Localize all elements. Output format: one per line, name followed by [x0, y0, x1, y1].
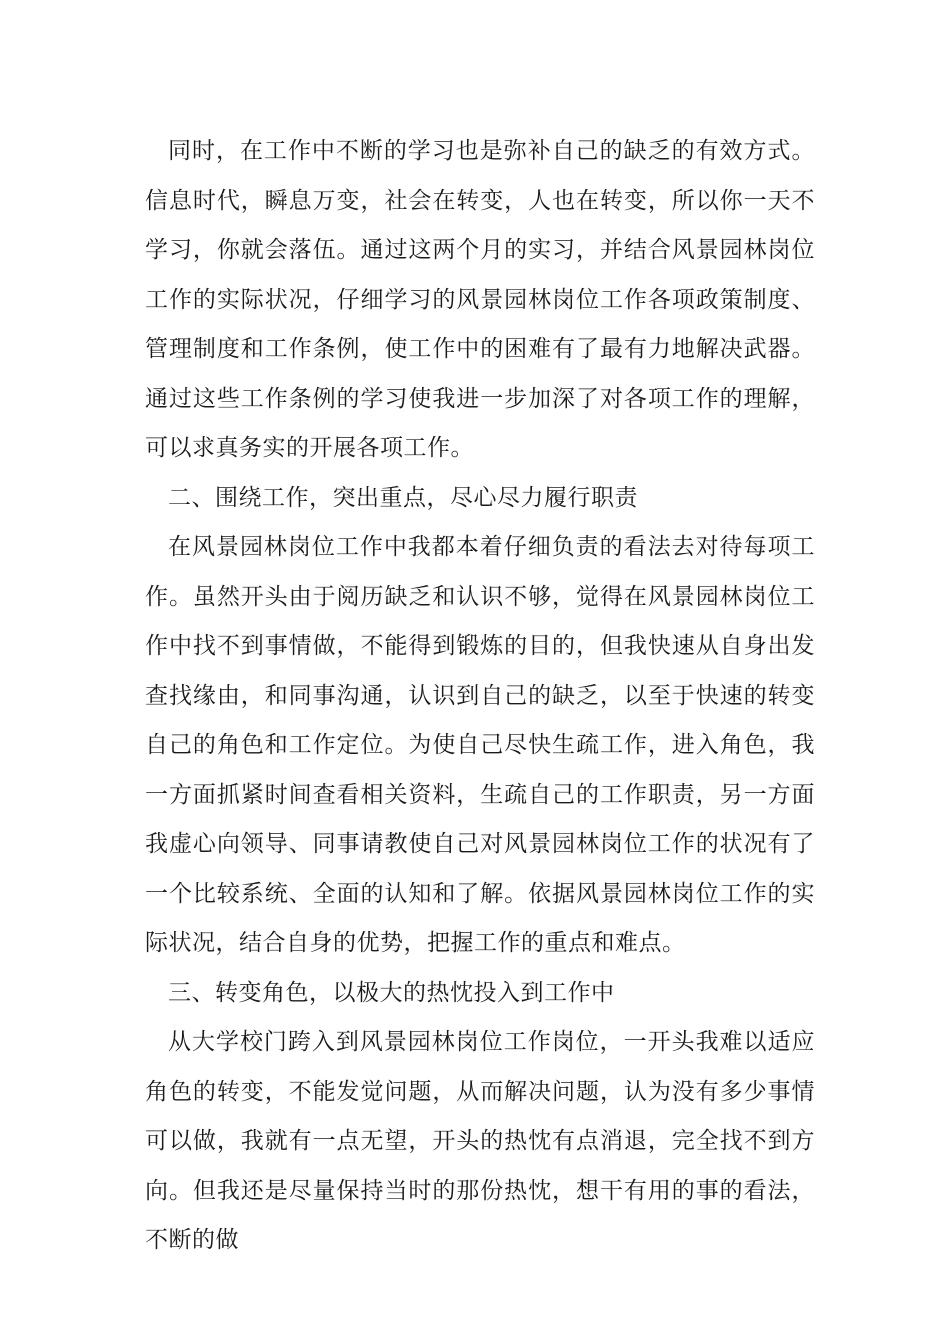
section-heading-two: 二、围绕工作，突出重点，尽心尽力履行职责	[168, 484, 638, 511]
document-body	[145, 127, 815, 1266]
paragraph-learning: 同时，在工作中不断的学习也是弥补自己的缺乏的有效方式。信息时代，瞬息万变，社会在转变，人也在转变，所以你一天不学习，你就会落伍。通过这两个月的实习，并结合风景园林岗位工作的实际状况，仔细学习的风景园林岗位工作各项政策制度、管理制度和工作条例，使工作中的困难有了最有力地解决武器。通过这些工作条例的学习使我进一步加深了对各项工作的理解，可以求真务实的开展各项工作。	[145, 138, 815, 461]
section-heading-three: 三、转变角色，以极大的热忱投入到工作中	[168, 979, 615, 1006]
paragraph-responsibility: 在风景园林岗位工作中我都本着仔细负责的看法去对待每项工作。虽然开头由于阅历缺乏和认识不够，觉得在风景园林岗位工作中找不到事情做，不能得到锻炼的目的，但我快速从自身出发查找缘由，和同事沟通，认识到自己的缺乏，以至于快速的转变自己的角色和工作定位。为使自己尽快生疏工作，进入角色，我一方面抓紧时间查看相关资料，生疏自己的工作职责，另一方面我虚心向领导、同事请教使自己对风景园林岗位工作的状况有了一个比较系统、全面的认知和了解。依据风景园林岗位工作的实际状况，结合自身的优势，把握工作的重点和难点。	[145, 534, 815, 956]
paragraph-role-change: 从大学校门跨入到风景园林岗位工作岗位，一开头我难以适应角色的转变，不能发觉问题，从而解决问题，认为没有多少事情可以做，我就有一点无望，开头的热忱有点消退，完全找不到方向。但我还是尽量保持当时的那份热忱，想干有用的事的看法，不断的做	[145, 1029, 815, 1253]
